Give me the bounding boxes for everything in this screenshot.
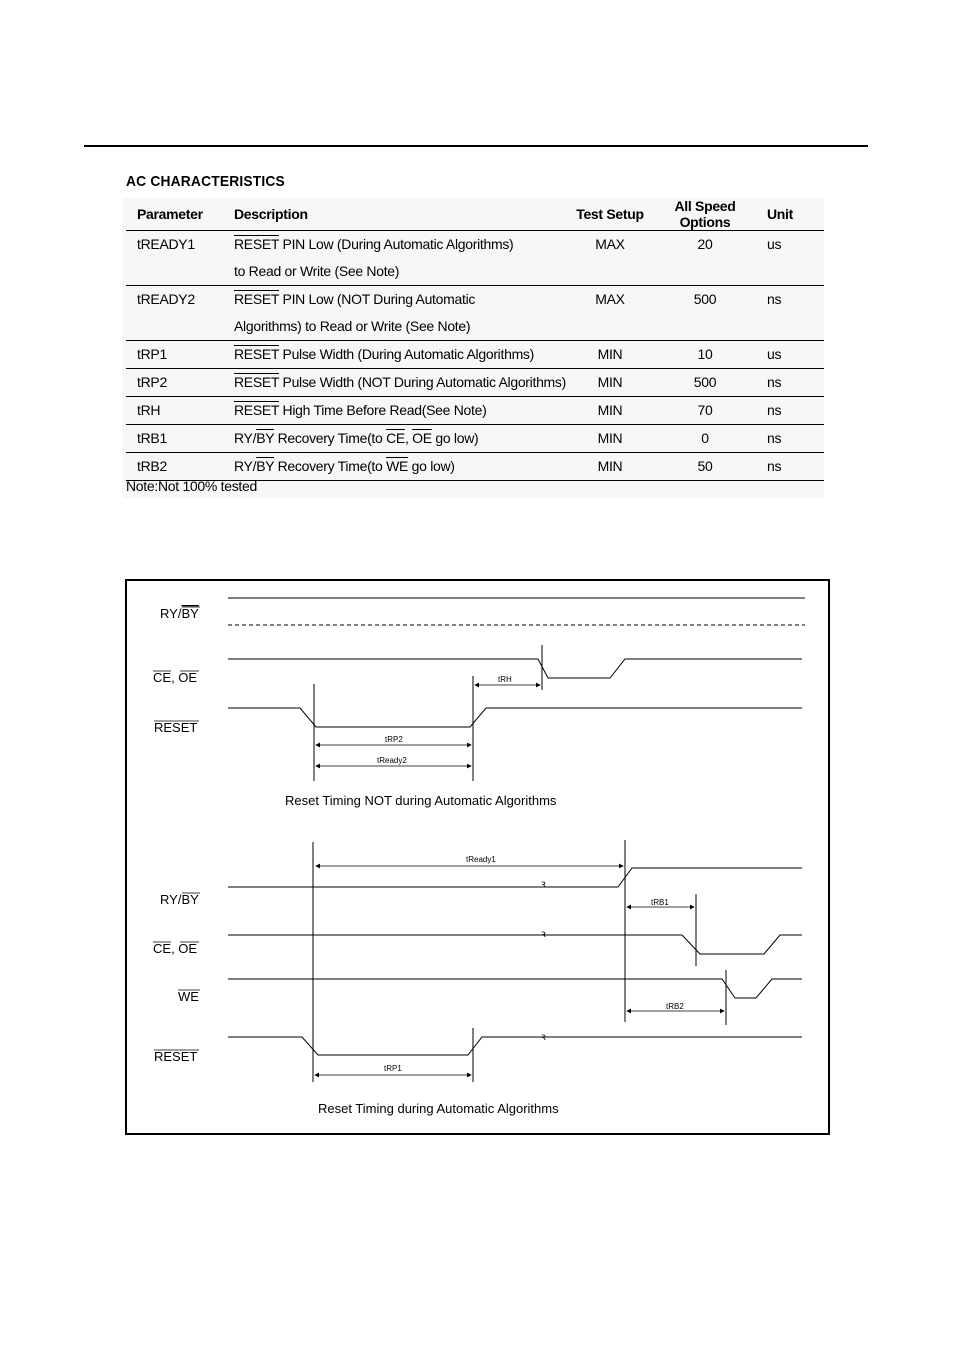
cell-parameter: tREADY2 [126, 286, 234, 341]
cell-test-setup: MIN [569, 369, 651, 397]
description-line-2: Algorithms) to Read or Write (See Note) [234, 318, 471, 334]
signal-label-ce-oe: CE, OE [153, 670, 198, 685]
cell-parameter: tREADY1 [126, 231, 234, 286]
ce-oe-waveform [228, 659, 802, 678]
ry-by-waveform [228, 868, 802, 887]
signal-label-reset-2: RESET [154, 1049, 198, 1064]
description-text: RY/ [234, 430, 257, 446]
cell-value: 10 [651, 341, 759, 369]
section-title: AC CHARACTERISTICS [126, 173, 285, 190]
signal-label-ry-by-2: RY/BY [160, 892, 199, 907]
header-description: Description [234, 198, 569, 231]
description-text: PIN Low (During Automatic Algorithms) [278, 236, 514, 252]
overline-text: $\overline{BY}$ [256, 430, 275, 446]
overline-text: $\overline{WE}$ [386, 458, 409, 474]
trp1-label: tRP1 [384, 1064, 402, 1073]
cell-unit: ns [759, 369, 824, 397]
break-mark: ꝛ [541, 929, 546, 940]
description-text: PIN Low (NOT During Automatic [278, 291, 476, 307]
overline-text: RESET [234, 236, 279, 252]
table-note: Note:Not 100% tested [126, 478, 257, 494]
break-mark: ꝛ [541, 1032, 546, 1043]
cell-value: 70 [651, 397, 759, 425]
header-unit: Unit [759, 198, 824, 231]
caption-top: Reset Timing NOT during Automatic Algorithms [285, 793, 557, 808]
cell-unit: ns [759, 453, 824, 481]
break-mark: ꝛ [541, 879, 546, 890]
description-line-2: to Read or Write (See Note) [234, 263, 400, 279]
trb2-label: tRB2 [666, 1002, 684, 1011]
description-text: , [404, 430, 413, 446]
cell-value: 500 [651, 369, 759, 397]
cell-parameter: tRB2 [126, 453, 234, 481]
header-all-speed-options: All Speed Options [651, 198, 759, 231]
trh-label: tRH [498, 675, 512, 684]
signal-label-ry-by: RY/BY [160, 606, 199, 621]
cell-test-setup: MIN [569, 453, 651, 481]
signal-label-ce-oe-2: CE, OE [153, 941, 198, 956]
trp2-label: tRP2 [385, 735, 403, 744]
caption-bottom: Reset Timing during Automatic Algorithms [318, 1101, 559, 1116]
cell-parameter: tRB1 [126, 425, 234, 453]
header-parameter: Parameter [126, 198, 234, 231]
we-waveform [228, 979, 802, 998]
overline-text: RESET [234, 374, 279, 390]
cell-parameter: tRH [126, 397, 234, 425]
description-text: go low) [408, 458, 455, 474]
cell-value: 500 [651, 286, 759, 341]
overline-text: $\overline{BY}$ [256, 458, 275, 474]
cell-unit: ns [759, 425, 824, 453]
overline-text: $\overline{OE}$ [412, 430, 432, 446]
description-text: High Time Before Read(See Note) [278, 402, 487, 418]
cell-test-setup: MAX [569, 286, 651, 341]
overline-text: RESET [234, 402, 279, 418]
cell-test-setup: MIN [569, 425, 651, 453]
cell-unit: us [759, 231, 824, 286]
cell-value: 0 [651, 425, 759, 453]
description-text: RY/ [234, 458, 257, 474]
cell-value: 20 [651, 231, 759, 286]
cell-parameter: tRP1 [126, 341, 234, 369]
signal-label-we: WE [178, 989, 199, 1004]
cell-value: 50 [651, 453, 759, 481]
ce-oe-waveform-2 [228, 935, 802, 954]
overline-text: RESET [234, 346, 279, 362]
cell-test-setup: MIN [569, 397, 651, 425]
cell-parameter: tRP2 [126, 369, 234, 397]
description-text: go low) [431, 430, 479, 446]
header-test-setup: Test Setup [569, 198, 651, 231]
description-text: Recovery Time(to [274, 430, 387, 446]
overline-text: RESET [234, 291, 279, 307]
cell-unit: ns [759, 286, 824, 341]
cell-unit: us [759, 341, 824, 369]
tready1-label: tReady1 [466, 855, 496, 864]
reset-waveform-2 [228, 1037, 802, 1055]
description-text: Recovery Time(to [274, 458, 387, 474]
cell-test-setup: MIN [569, 341, 651, 369]
signal-label-reset: RESET [154, 720, 198, 735]
trb1-label: tRB1 [651, 898, 669, 907]
description-text: Pulse Width (During Automatic Algorithms) [278, 346, 534, 362]
cell-test-setup: MAX [569, 231, 651, 286]
tready2-label: tReady2 [377, 756, 407, 765]
description-text: Pulse Width (NOT During Automatic Algorithms) [278, 374, 566, 390]
overline-text: $\overline{CE}$ [386, 430, 405, 446]
cell-unit: ns [759, 397, 824, 425]
